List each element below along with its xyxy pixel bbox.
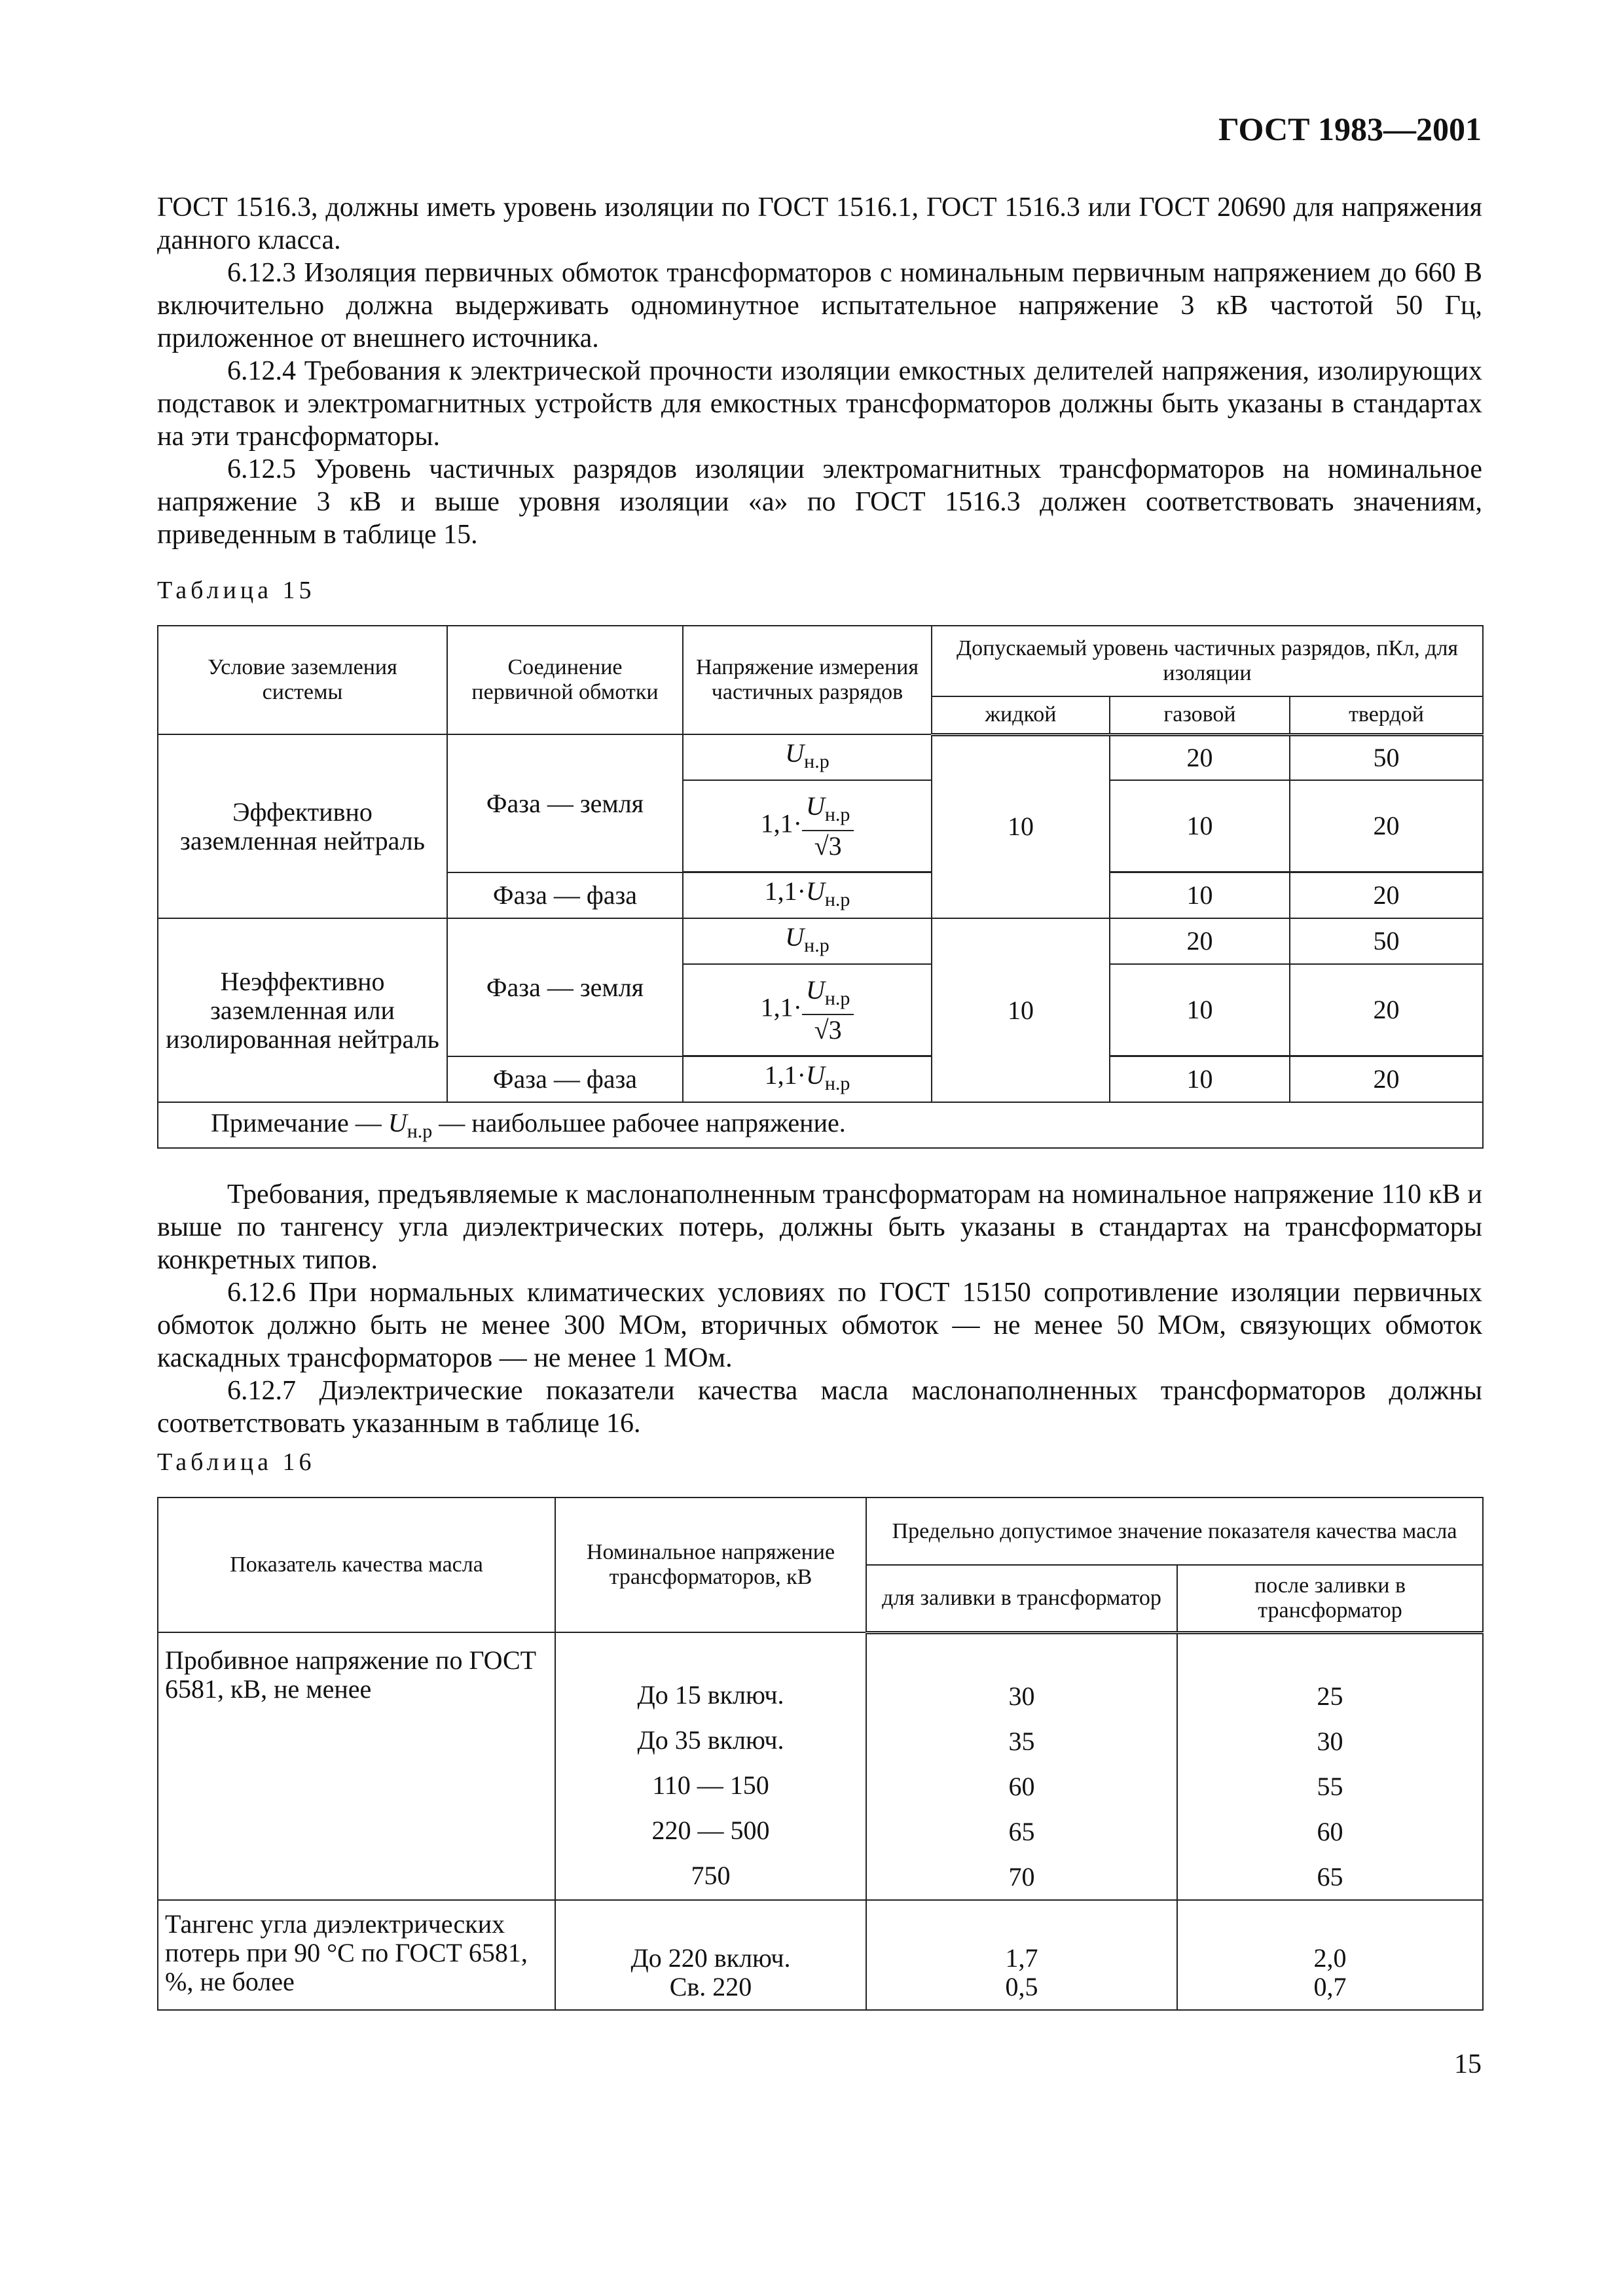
t15-note: Примечание — $U_{н.р}$ — наибольшее рабочее напряжение. — [158, 1102, 1483, 1148]
t16-before-value: 70 — [1008, 1861, 1035, 1892]
page-number: 15 — [1454, 2049, 1482, 2079]
t15-header-level: Допускаемый уровень частичных разрядов, пКл, для изоляции — [932, 626, 1483, 696]
t15-voltage-cell: 1,1· $\frac{U_{н.р}}{√3}$ — [683, 964, 932, 1056]
t15-gas-cell: 10 — [1110, 964, 1290, 1056]
t16-after-column — [1177, 1900, 1483, 2010]
t16-after-value: 55 — [1317, 1771, 1343, 1801]
t15-gas-cell: 10 — [1110, 780, 1290, 872]
t16-after-column — [1177, 1632, 1483, 1900]
t16-after-value: 2,0 — [1313, 1943, 1347, 1973]
t16-voltage-value: 110 — 150 — [652, 1770, 769, 1800]
t16-header-indicator: Показатель качества масла — [158, 1498, 555, 1632]
text-block-top — [157, 191, 1482, 551]
t16-voltage-value: До 220 включ. — [630, 1943, 791, 1973]
t16-header-after: после заливки в трансформатор — [1177, 1565, 1483, 1632]
t15-header-connection: Соединение первичной обмотки — [447, 626, 683, 734]
t15-liquid-cell: 10 — [932, 918, 1110, 1102]
t15-condition-cell: Неэффективно заземленная или изолированная нейтраль — [158, 918, 447, 1102]
t15-voltage-cell: $1,1\cdot U_{н.р}$ — [683, 872, 932, 918]
t16-voltage-column — [555, 1632, 866, 1900]
t15-liquid-cell: 10 — [932, 734, 1110, 918]
t15-solid-cell: 20 — [1290, 780, 1483, 872]
table-16 — [157, 1497, 1484, 2011]
fraction: $\frac{U_{н.р}}{√3}$ — [802, 791, 854, 861]
t15-solid-cell: 50 — [1290, 918, 1483, 964]
t15-header-liquid: жидкой — [932, 696, 1110, 734]
paragraph-6-12-6: 6.12.6 При нормальных климатических условиях по ГОСТ 15150 сопротивление изоляции первичных обмоток должно быть не менее 300 МОм, вторичных обмоток — не менее 50 МОм, связующих обмоток каскадных трансформаторов — не менее 1 МОм. — [157, 1278, 1482, 1373]
t16-before-value: 35 — [1008, 1726, 1035, 1756]
symbol-coef: 1,1 — [760, 808, 793, 838]
t15-voltage-cell: $U_{н.р}$ — [683, 918, 932, 964]
t16-indicator-tangent: Тангенс угла диэлектрических потерь при 90 °С по ГОСТ 6581, %, не более — [158, 1900, 555, 2010]
t16-voltage-column — [555, 1900, 866, 2010]
t16-voltage-value: 750 — [691, 1861, 731, 1890]
t16-before-value: 65 — [1008, 1816, 1035, 1846]
t16-header-before: для заливки в трансформатор — [866, 1565, 1177, 1632]
table-15-caption: Таблица 15 — [157, 577, 316, 604]
text-block-middle — [157, 1178, 1482, 1440]
t15-voltage-cell: 1,1· $\frac{U_{н.р}}{√3}$ — [683, 780, 932, 872]
t16-after-value: 0,7 — [1313, 1971, 1347, 2001]
table-16-caption: Таблица 16 — [157, 1448, 316, 1476]
t16-voltage-value: 220 — 500 — [651, 1816, 770, 1845]
t15-connection-cell: Фаза — земля — [447, 918, 683, 1056]
t16-before-column — [866, 1900, 1177, 2010]
t15-solid-cell: 20 — [1290, 1056, 1483, 1102]
fraction: $\frac{U_{н.р}}{√3}$ — [802, 975, 854, 1045]
t15-gas-cell: 20 — [1110, 918, 1290, 964]
t16-voltage-value: До 15 включ. — [637, 1680, 784, 1710]
paragraph-6-12-7: 6.12.7 Диэлектрические показатели качества масла маслонаполненных трансформаторов должны соответствовать указанным в таблице 16. — [157, 1376, 1482, 1439]
t16-after-value: 65 — [1317, 1861, 1343, 1892]
t15-voltage-cell: $1,1\cdot U_{н.р}$ — [683, 1056, 932, 1102]
t15-header-condition: Условие заземления системы — [158, 626, 447, 734]
t15-solid-cell: 20 — [1290, 964, 1483, 1056]
t15-gas-cell: 20 — [1110, 734, 1290, 780]
paragraph-6-12-3: 6.12.3 Изоляция первичных обмоток трансформаторов с номинальным первичным напряжением до 660 В включительно должна выдерживать одноминутное испытательное напряжение 3 кВ частотой 50 Гц, приложенное от внешнего источника. — [157, 258, 1482, 353]
t16-before-value: 60 — [1008, 1771, 1035, 1801]
t15-gas-cell: 10 — [1110, 1056, 1290, 1102]
table-15 — [157, 625, 1484, 1149]
t16-after-value: 60 — [1317, 1816, 1343, 1846]
t15-header-gas: газовой — [1110, 696, 1290, 734]
t16-voltage-value: До 35 включ. — [637, 1725, 784, 1755]
t16-before-column — [866, 1632, 1177, 1900]
paragraph-6-12-5: 6.12.5 Уровень частичных разрядов изоляции электромагнитных трансформаторов на номинальное напряжение 3 кВ и выше уровня изоляции «а» по ГОСТ 1516.3 должен соответствовать значениям, приведенным в таблице 15. — [157, 454, 1482, 550]
document-code-header: ГОСТ 1983—2001 — [1218, 111, 1482, 147]
t16-before-value: 30 — [1008, 1681, 1035, 1711]
symbol-sub: н.р — [804, 750, 830, 772]
t15-connection-cell: Фаза — фаза — [447, 872, 683, 918]
paragraph-continuation: ГОСТ 1516.3, должны иметь уровень изоляции по ГОСТ 1516.1, ГОСТ 1516.3 или ГОСТ 20690 для напряжения данного класса. — [157, 192, 1482, 255]
t16-before-value: 1,7 — [1005, 1943, 1038, 1973]
symbol-u: U — [785, 738, 805, 768]
t15-header-solid: твердой — [1290, 696, 1483, 734]
t16-indicator-breakdown: Пробивное напряжение по ГОСТ 6581, кВ, не менее — [158, 1632, 555, 1900]
t16-after-value: 30 — [1317, 1726, 1343, 1756]
t15-gas-cell: 10 — [1110, 872, 1290, 918]
t16-header-limit: Предельно допустимое значение показателя качества масла — [866, 1498, 1483, 1565]
t16-voltage-value: Св. 220 — [669, 1971, 752, 2001]
t16-header-voltage: Номинальное напряжение трансформаторов, кВ — [555, 1498, 866, 1632]
t15-solid-cell: 20 — [1290, 872, 1483, 918]
paragraph-requirements: Требования, предъявляемые к маслонаполненным трансформаторам на номинальное напряжение 110 кВ и выше по тангенсу угла диэлектрических потерь, должны быть указаны в стандартах на трансформаторы конкретных типов. — [157, 1179, 1482, 1275]
t15-connection-cell: Фаза — фаза — [447, 1056, 683, 1102]
t15-voltage-cell — [683, 734, 932, 780]
t15-header-voltage: Напряжение измерения частичных разрядов — [683, 626, 932, 734]
t16-before-value: 0,5 — [1005, 1971, 1038, 2001]
t15-connection-cell: Фаза — земля — [447, 734, 683, 872]
t15-condition-cell: Эффективно заземленная нейтраль — [158, 734, 447, 918]
paragraph-6-12-4: 6.12.4 Требования к электрической прочности изоляции емкостных делителей напряжения, изолирующих подставок и электромагнитных устройств для емкостных трансформаторов должны быть указаны в стандартах на эти трансформаторы. — [157, 356, 1482, 452]
t16-after-value: 25 — [1317, 1681, 1343, 1711]
t15-solid-cell: 50 — [1290, 734, 1483, 780]
